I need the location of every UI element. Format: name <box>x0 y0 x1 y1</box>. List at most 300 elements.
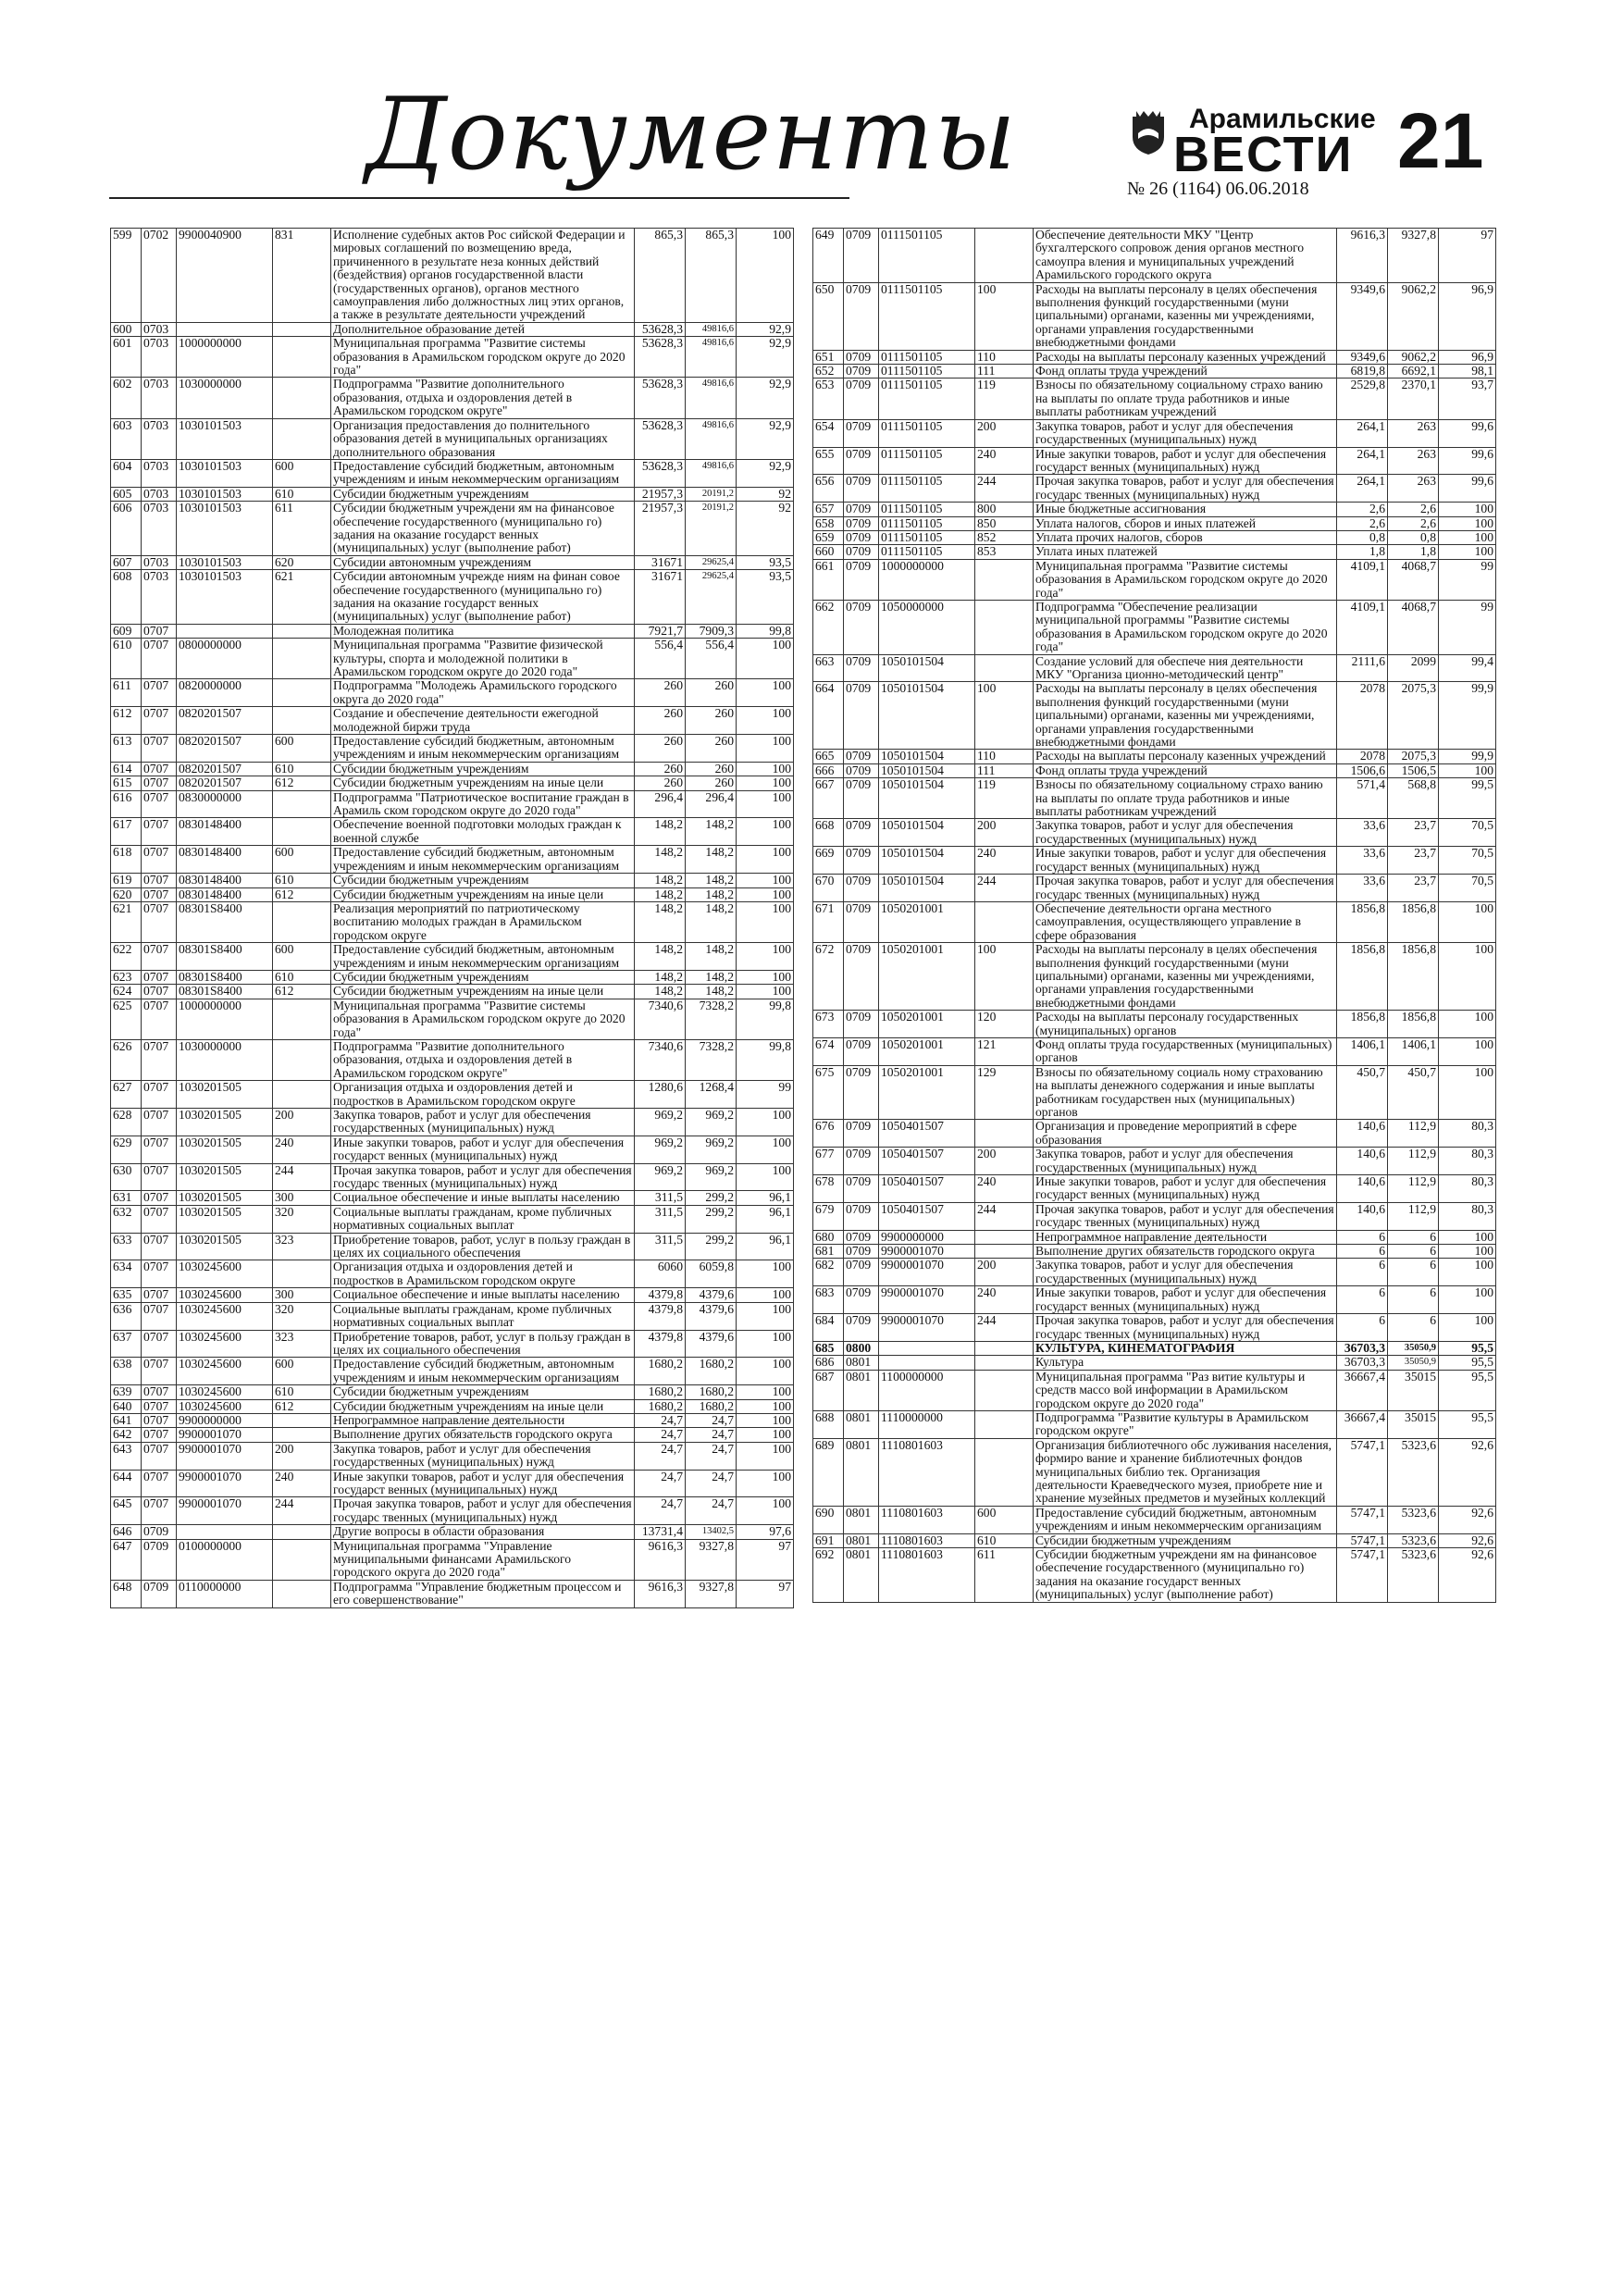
target-code: 1030201505 <box>177 1136 273 1163</box>
percent: 100 <box>737 1358 794 1385</box>
planned-amount: 140,6 <box>1337 1120 1388 1148</box>
planned-amount: 33,6 <box>1337 819 1388 847</box>
executed-amount: 148,2 <box>686 985 737 999</box>
target-code: 0111501105 <box>879 475 975 503</box>
executed-amount: 2075,3 <box>1388 750 1439 763</box>
executed-amount: 13402,5 <box>686 1525 737 1539</box>
planned-amount: 4379,8 <box>635 1330 686 1358</box>
planned-amount: 2111,6 <box>1337 654 1388 682</box>
executed-amount: 2,6 <box>1388 503 1439 516</box>
percent: 92,9 <box>737 378 794 418</box>
section-code: 0707 <box>142 1330 177 1358</box>
percent: 100 <box>737 887 794 901</box>
executed-amount: 969,2 <box>686 1163 737 1191</box>
expense-type <box>273 1539 331 1580</box>
percent: 70,5 <box>1439 875 1496 902</box>
table-row <box>111 1413 794 1427</box>
section-code: 0709 <box>844 1065 879 1120</box>
description: Предоставление субсидий бюджетным, автономным учреждениям и иным некоммерческим организациям <box>331 735 635 763</box>
table-row <box>111 1260 794 1288</box>
percent: 100 <box>1439 545 1496 559</box>
executed-amount: 6 <box>1388 1245 1439 1259</box>
planned-amount: 7340,6 <box>635 999 686 1039</box>
percent: 95,5 <box>1439 1410 1496 1438</box>
target-code: 1050101504 <box>879 875 975 902</box>
planned-amount: 33,6 <box>1337 875 1388 902</box>
executed-amount: 6 <box>1388 1286 1439 1314</box>
table-row <box>813 763 1496 777</box>
percent: 100 <box>737 1302 794 1330</box>
planned-amount: 264,1 <box>1337 475 1388 503</box>
row-number: 604 <box>111 459 142 487</box>
expense-type <box>975 600 1034 654</box>
description: Обеспечение деятельности органа местного самоуправления, осуществляющего управление в сфере образования <box>1034 901 1337 942</box>
expense-type <box>273 1081 331 1109</box>
planned-amount: 264,1 <box>1337 447 1388 475</box>
target-code: 08301S8400 <box>177 943 273 971</box>
planned-amount: 556,4 <box>635 639 686 679</box>
percent: 100 <box>1439 1259 1496 1286</box>
planned-amount: 9616,3 <box>635 1580 686 1607</box>
description: Прочая закупка товаров, работ и услуг для обеспечения государс твенных (муниципальных) нужд <box>331 1497 635 1525</box>
percent: 100 <box>737 818 794 846</box>
target-code: 0820201507 <box>177 762 273 776</box>
executed-amount: 299,2 <box>686 1233 737 1260</box>
section-code: 0702 <box>142 229 177 323</box>
percent: 96,1 <box>737 1233 794 1260</box>
expense-type <box>273 679 331 707</box>
planned-amount: 5747,1 <box>1337 1533 1388 1547</box>
percent: 99,9 <box>1439 682 1496 750</box>
target-code: 1000000000 <box>177 999 273 1039</box>
row-number: 669 <box>813 847 844 875</box>
row-number: 629 <box>111 1136 142 1163</box>
section-code: 0707 <box>142 985 177 999</box>
planned-amount: 2529,8 <box>1337 379 1388 419</box>
planned-amount: 6 <box>1337 1314 1388 1342</box>
percent: 100 <box>737 846 794 874</box>
expense-type <box>273 639 331 679</box>
target-code: 1030201505 <box>177 1191 273 1205</box>
row-number: 613 <box>111 735 142 763</box>
executed-amount: 29625,4 <box>686 570 737 625</box>
table-row <box>813 419 1496 447</box>
target-code: 0820201507 <box>177 776 273 790</box>
description: Муниципальная программа "Развитие системы образования в Арамильском городском округе до 2020 года" <box>1034 559 1337 600</box>
table-row <box>813 475 1496 503</box>
section-code: 0709 <box>844 503 879 516</box>
planned-amount: 1680,2 <box>635 1358 686 1385</box>
percent: 99,6 <box>1439 475 1496 503</box>
executed-amount: 112,9 <box>1388 1148 1439 1175</box>
section-code: 0709 <box>844 559 879 600</box>
description: Субсидии бюджетным учреждениям <box>331 970 635 984</box>
target-code: 1050101504 <box>879 847 975 875</box>
percent: 100 <box>737 1399 794 1413</box>
description: Муниципальная программа "Развитие системы образования в Арамильском городском округе до 2020 года" <box>331 999 635 1039</box>
target-code: 1030101503 <box>177 487 273 501</box>
executed-amount: 148,2 <box>686 887 737 901</box>
table-row <box>813 379 1496 419</box>
percent: 96,1 <box>737 1191 794 1205</box>
percent: 92 <box>737 502 794 556</box>
target-code: 1000000000 <box>177 337 273 378</box>
row-number: 657 <box>813 503 844 516</box>
planned-amount: 865,3 <box>635 229 686 323</box>
section-code: 0709 <box>844 282 879 350</box>
expense-type: 244 <box>273 1163 331 1191</box>
row-number: 668 <box>813 819 844 847</box>
expense-type: 244 <box>975 1202 1034 1230</box>
percent: 92,6 <box>1439 1438 1496 1506</box>
table-row <box>111 1497 794 1525</box>
expense-type: 320 <box>273 1205 331 1233</box>
row-number: 639 <box>111 1385 142 1399</box>
table-row <box>111 1288 794 1302</box>
section-code: 0709 <box>844 1148 879 1175</box>
description: Закупка товаров, работ и услуг для обеспечения государственных (муниципальных) нужд <box>331 1109 635 1136</box>
planned-amount: 148,2 <box>635 887 686 901</box>
row-number: 652 <box>813 365 844 379</box>
target-code: 1030101503 <box>177 555 273 569</box>
executed-amount: 1856,8 <box>1388 1011 1439 1038</box>
expense-type: 600 <box>273 459 331 487</box>
target-code <box>879 1341 975 1355</box>
executed-amount: 112,9 <box>1388 1120 1439 1148</box>
section-code: 0709 <box>844 1245 879 1259</box>
table-row <box>111 887 794 901</box>
expense-type <box>975 229 1034 283</box>
expense-type <box>273 1580 331 1607</box>
planned-amount: 53628,3 <box>635 459 686 487</box>
executed-amount: 49816,6 <box>686 337 737 378</box>
section-code: 0707 <box>142 1302 177 1330</box>
percent: 100 <box>737 707 794 735</box>
expense-type: 610 <box>273 762 331 776</box>
section-code: 0707 <box>142 1109 177 1136</box>
table-row <box>111 999 794 1039</box>
expense-type: 240 <box>273 1136 331 1163</box>
logo-top-text: Арамильские <box>1189 104 1376 134</box>
table-row <box>813 365 1496 379</box>
row-number: 634 <box>111 1260 142 1288</box>
section-code: 0801 <box>844 1533 879 1547</box>
section-code: 0707 <box>142 1288 177 1302</box>
planned-amount: 4109,1 <box>1337 559 1388 600</box>
expense-type: 323 <box>273 1330 331 1358</box>
expense-type: 852 <box>975 530 1034 544</box>
percent: 100 <box>737 943 794 971</box>
section-code: 0703 <box>142 502 177 556</box>
target-code: 1050101504 <box>879 654 975 682</box>
target-code: 9900001070 <box>177 1428 273 1442</box>
row-number: 643 <box>111 1442 142 1470</box>
expense-type <box>975 559 1034 600</box>
table-row <box>111 1525 794 1539</box>
table-row <box>111 570 794 625</box>
expense-type: 600 <box>273 1358 331 1385</box>
description: Организация и проведение мероприятий в сфере образования <box>1034 1120 1337 1148</box>
table-row <box>813 1065 1496 1120</box>
planned-amount: 6 <box>1337 1230 1388 1244</box>
executed-amount: 1680,2 <box>686 1399 737 1413</box>
expense-type: 610 <box>273 874 331 887</box>
executed-amount: 0,8 <box>1388 530 1439 544</box>
target-code: 0830148400 <box>177 818 273 846</box>
executed-amount: 35050,9 <box>1388 1356 1439 1370</box>
description: Организация библиотечного обс луживания населения, формиро вание и хранение библиотечных фондов муниципальных библио тек. Организация деятельности Краеведческого музея, приобрете ние и хранение музейных предметов и музейных коллекций <box>1034 1438 1337 1506</box>
percent: 100 <box>1439 763 1496 777</box>
executed-amount: 260 <box>686 776 737 790</box>
section-code: 0709 <box>844 379 879 419</box>
table-row <box>813 1410 1496 1438</box>
section-code: 0707 <box>142 874 177 887</box>
percent: 100 <box>1439 901 1496 942</box>
percent: 99,8 <box>737 1039 794 1080</box>
section-code: 0709 <box>844 516 879 530</box>
target-code: 08301S8400 <box>177 985 273 999</box>
target-code: 0820000000 <box>177 679 273 707</box>
row-number: 667 <box>813 778 844 819</box>
description: Уплата налогов, сборов и иных платежей <box>1034 516 1337 530</box>
section-code: 0707 <box>142 943 177 971</box>
planned-amount: 7340,6 <box>635 1039 686 1080</box>
planned-amount: 260 <box>635 762 686 776</box>
executed-amount: 263 <box>1388 475 1439 503</box>
executed-amount: 5323,6 <box>1388 1533 1439 1547</box>
percent: 98,1 <box>1439 365 1496 379</box>
executed-amount: 4379,6 <box>686 1288 737 1302</box>
expense-type: 620 <box>273 555 331 569</box>
row-number: 603 <box>111 418 142 459</box>
planned-amount: 140,6 <box>1337 1148 1388 1175</box>
description: Исполнение судебных актов Рос сийской Федерации и мировых соглашений по возмещению вреда, причиненного в результате неза конных действий (бездействия) органов государственной власти (государственных органов), органов местного самоуправления либо должностных лиц этих органов, а также в результате деятельности учреждений <box>331 229 635 323</box>
executed-amount: 7328,2 <box>686 1039 737 1080</box>
target-code: 0830148400 <box>177 846 273 874</box>
description: Закупка товаров, работ и услуг для обеспечения государственных (муниципальных) нужд <box>1034 1148 1337 1175</box>
description: Субсидии автономным учреждениям <box>331 555 635 569</box>
table-row <box>111 1428 794 1442</box>
expense-type: 612 <box>273 887 331 901</box>
executed-amount: 6 <box>1388 1314 1439 1342</box>
description: Дополнительное образование детей <box>331 322 635 336</box>
table-row <box>813 1506 1496 1533</box>
row-number: 656 <box>813 475 844 503</box>
executed-amount: 35050,9 <box>1388 1341 1439 1355</box>
description: Реализация мероприятий по патриотическому воспитанию молодых граждан в Арамильском городском округе <box>331 901 635 942</box>
row-number: 672 <box>813 943 844 1011</box>
planned-amount: 1856,8 <box>1337 901 1388 942</box>
row-number: 666 <box>813 763 844 777</box>
planned-amount: 21957,3 <box>635 502 686 556</box>
percent: 100 <box>1439 1314 1496 1342</box>
target-code: 0820201507 <box>177 735 273 763</box>
section-code: 0709 <box>844 1259 879 1286</box>
description: Культура <box>1034 1356 1337 1370</box>
description: Субсидии автономным учрежде ниям на финан совое обеспечение государственного (муниципально го) задания на оказание государст венных (муниципальных) услуг (выполнение работ) <box>331 570 635 625</box>
expense-type: 800 <box>975 503 1034 516</box>
expense-type: 300 <box>273 1288 331 1302</box>
table-row <box>111 1163 794 1191</box>
section-code: 0709 <box>844 447 879 475</box>
percent: 100 <box>737 229 794 323</box>
table-row <box>111 846 794 874</box>
row-number: 676 <box>813 1120 844 1148</box>
section-code: 0709 <box>844 778 879 819</box>
executed-amount: 6692,1 <box>1388 365 1439 379</box>
planned-amount: 140,6 <box>1337 1175 1388 1203</box>
target-code: 1050401507 <box>879 1120 975 1148</box>
section-code: 0707 <box>142 639 177 679</box>
executed-amount: 260 <box>686 762 737 776</box>
target-code: 9900001070 <box>177 1470 273 1497</box>
row-number: 621 <box>111 901 142 942</box>
row-number: 691 <box>813 1533 844 1547</box>
section-code: 0707 <box>142 887 177 901</box>
target-code: 1050201001 <box>879 1011 975 1038</box>
description: Муниципальная программа "Раз витие культуры и средств массо вой информации в Арамильском городском округе до 2020 года" <box>1034 1370 1337 1410</box>
row-number: 617 <box>111 818 142 846</box>
expense-type: 110 <box>975 350 1034 364</box>
row-number: 638 <box>111 1358 142 1385</box>
row-number: 688 <box>813 1410 844 1438</box>
section-code: 0709 <box>844 350 879 364</box>
executed-amount: 969,2 <box>686 1109 737 1136</box>
planned-amount: 6 <box>1337 1245 1388 1259</box>
row-number: 690 <box>813 1506 844 1533</box>
percent: 100 <box>737 1428 794 1442</box>
section-code: 0709 <box>844 1120 879 1148</box>
section-code: 0707 <box>142 1497 177 1525</box>
section-code: 0801 <box>844 1506 879 1533</box>
section-code: 0801 <box>844 1438 879 1506</box>
table-row <box>111 487 794 501</box>
percent: 100 <box>1439 516 1496 530</box>
executed-amount: 1406,1 <box>1388 1037 1439 1065</box>
description: Иные закупки товаров, работ и услуг для обеспечения государст венных (муниципальных) нужд <box>1034 447 1337 475</box>
executed-amount: 5323,6 <box>1388 1548 1439 1603</box>
executed-amount: 35015 <box>1388 1410 1439 1438</box>
planned-amount: 24,7 <box>635 1497 686 1525</box>
table-row <box>813 545 1496 559</box>
row-number: 687 <box>813 1370 844 1410</box>
expense-type <box>273 337 331 378</box>
target-code: 1050101504 <box>879 819 975 847</box>
expense-type <box>975 1356 1034 1370</box>
row-number: 608 <box>111 570 142 625</box>
description: Закупка товаров, работ и услуг для обеспечения государственных (муниципальных) нужд <box>1034 419 1337 447</box>
row-number: 625 <box>111 999 142 1039</box>
percent: 97 <box>737 1539 794 1580</box>
description: Непрограммное направление деятельности <box>331 1413 635 1427</box>
target-code: 1050201001 <box>879 1065 975 1120</box>
description: Иные закупки товаров, работ и услуг для обеспечения государст венных (муниципальных) нужд <box>331 1136 635 1163</box>
executed-amount: 568,8 <box>1388 778 1439 819</box>
planned-amount: 6 <box>1337 1286 1388 1314</box>
description: Закупка товаров, работ и услуг для обеспечения государственных (муниципальных) нужд <box>331 1442 635 1470</box>
table-row <box>111 555 794 569</box>
description: Создание условий для обеспече ния деятельности МКУ "Организа ционно-методический центр" <box>1034 654 1337 682</box>
expense-type: 200 <box>975 419 1034 447</box>
table-row <box>111 378 794 418</box>
expense-type <box>975 1230 1034 1244</box>
description: Организация отдыха и оздоровления детей и подростков в Арамильском городском округе <box>331 1260 635 1288</box>
planned-amount: 969,2 <box>635 1136 686 1163</box>
section-code: 0707 <box>142 707 177 735</box>
expense-type: 200 <box>273 1442 331 1470</box>
executed-amount: 148,2 <box>686 874 737 887</box>
executed-amount: 299,2 <box>686 1205 737 1233</box>
planned-amount: 311,5 <box>635 1205 686 1233</box>
row-number: 600 <box>111 322 142 336</box>
executed-amount: 9062,2 <box>1388 282 1439 350</box>
row-number: 628 <box>111 1109 142 1136</box>
expense-type: 119 <box>975 379 1034 419</box>
table-row <box>111 1109 794 1136</box>
expense-type <box>975 901 1034 942</box>
table-row <box>111 229 794 323</box>
section-code: 0707 <box>142 901 177 942</box>
table-row <box>813 750 1496 763</box>
percent: 100 <box>737 639 794 679</box>
expense-type: 121 <box>975 1037 1034 1065</box>
planned-amount: 2078 <box>1337 750 1388 763</box>
section-code: 0709 <box>142 1525 177 1539</box>
planned-amount: 6060 <box>635 1260 686 1288</box>
description: Иные бюджетные ассигнования <box>1034 503 1337 516</box>
planned-amount: 21957,3 <box>635 487 686 501</box>
executed-amount: 260 <box>686 679 737 707</box>
description: Прочая закупка товаров, работ и услуг для обеспечения государс твенных (муниципальных) нужд <box>1034 1314 1337 1342</box>
row-number: 637 <box>111 1330 142 1358</box>
row-number: 602 <box>111 378 142 418</box>
expense-type: 610 <box>273 1385 331 1399</box>
row-number: 636 <box>111 1302 142 1330</box>
expense-type: 853 <box>975 545 1034 559</box>
row-number: 650 <box>813 282 844 350</box>
percent: 100 <box>737 874 794 887</box>
table-row <box>813 282 1496 350</box>
section-code: 0707 <box>142 1233 177 1260</box>
planned-amount: 5747,1 <box>1337 1548 1388 1603</box>
expense-type <box>975 1120 1034 1148</box>
table-row <box>813 350 1496 364</box>
planned-amount: 1280,6 <box>635 1081 686 1109</box>
percent: 80,3 <box>1439 1175 1496 1203</box>
table-row <box>813 875 1496 902</box>
row-number: 655 <box>813 447 844 475</box>
target-code: 0800000000 <box>177 639 273 679</box>
expense-type: 600 <box>273 846 331 874</box>
percent: 100 <box>737 1288 794 1302</box>
planned-amount: 1856,8 <box>1337 1011 1388 1038</box>
table-row <box>111 322 794 336</box>
description: Организация предоставления до полнительного образования детей в муниципальных организациях дополнительного образования <box>331 418 635 459</box>
row-number: 640 <box>111 1399 142 1413</box>
section-code: 0709 <box>844 1314 879 1342</box>
planned-amount: 4379,8 <box>635 1288 686 1302</box>
page-header <box>0 0 1623 222</box>
planned-amount: 9349,6 <box>1337 350 1388 364</box>
row-number: 649 <box>813 229 844 283</box>
percent: 100 <box>737 1136 794 1163</box>
table-row <box>111 818 794 846</box>
section-code: 0707 <box>142 735 177 763</box>
row-number: 627 <box>111 1081 142 1109</box>
row-number: 684 <box>813 1314 844 1342</box>
section-code: 0709 <box>844 1202 879 1230</box>
page-number: 21 <box>1397 97 1484 184</box>
